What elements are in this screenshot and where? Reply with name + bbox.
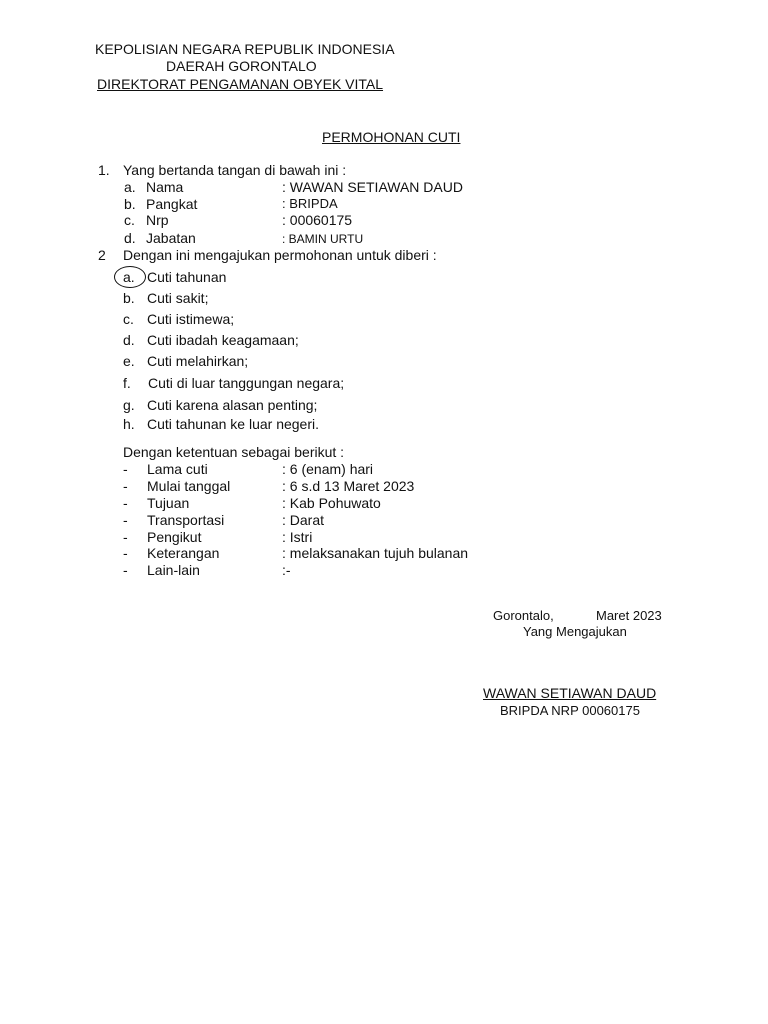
condition-dash: - (123, 529, 128, 545)
section-1-number: 1. (98, 162, 110, 178)
condition-value-keterangan: : melaksanakan tujuh bulanan (282, 545, 469, 561)
signature-place: Gorontalo, (493, 608, 554, 623)
option-cuti-ibadah: Cuti ibadah keagamaan; (147, 332, 299, 348)
option-letter: d. (123, 332, 135, 348)
section-2-number: 2 (98, 247, 106, 263)
field-letter: a. (124, 179, 136, 195)
condition-value-tujuan: : Kab Pohuwato (282, 495, 381, 511)
option-letter: g. (123, 397, 135, 413)
signature-date: Maret 2023 (596, 608, 662, 623)
option-letter: c. (123, 311, 134, 327)
condition-label-mulai-tanggal: Mulai tanggal (147, 478, 231, 494)
field-value-nama: : WAWAN SETIAWAN DAUD (282, 179, 463, 195)
option-letter: e. (123, 353, 135, 369)
field-value-pangkat: : BRIPDA (282, 196, 338, 211)
option-letter: f. (123, 375, 131, 391)
option-cuti-luar-tanggungan: Cuti di luar tanggungan negara; (148, 375, 345, 391)
condition-label-keterangan: Keterangan (147, 545, 220, 561)
condition-value-lama-cuti: : 6 (enam) hari (282, 461, 374, 477)
field-label-nama: Nama (146, 179, 184, 195)
field-letter: d. (124, 230, 136, 246)
condition-dash: - (123, 512, 128, 528)
option-cuti-istimewa: Cuti istimewa; (147, 311, 235, 327)
option-cuti-luar-negeri: Cuti tahunan ke luar negeri. (147, 416, 319, 432)
field-letter: c. (124, 212, 135, 228)
option-letter: h. (123, 416, 135, 432)
section-2-intro: Dengan ini mengajukan permohonan untuk diberi : (123, 247, 437, 263)
field-label-pangkat: Pangkat (146, 196, 198, 212)
condition-label-transportasi: Transportasi (147, 512, 225, 528)
condition-dash: - (123, 545, 128, 561)
signature-role: Yang Mengajukan (523, 624, 627, 639)
header-line-3: DIREKTORAT PENGAMANAN OBYEK VITAL (97, 76, 384, 92)
condition-dash: - (123, 478, 128, 494)
condition-value-pengikut: : Istri (282, 529, 313, 545)
option-cuti-alasan-penting: Cuti karena alasan penting; (147, 397, 318, 413)
header-line-2: DAERAH GORONTALO (166, 58, 317, 74)
field-label-jabatan: Jabatan (146, 230, 196, 246)
condition-label-lain-lain: Lain-lain (147, 562, 200, 578)
option-letter: a. (123, 269, 135, 285)
header-line-1: KEPOLISIAN NEGARA REPUBLIK INDONESIA (95, 41, 395, 57)
field-value-jabatan: : BAMIN URTU (282, 232, 364, 246)
conditions-intro: Dengan ketentuan sebagai berikut : (123, 444, 345, 460)
condition-dash: - (123, 495, 128, 511)
section-1-intro: Yang bertanda tangan di bawah ini : (123, 162, 347, 178)
condition-dash: - (123, 461, 128, 477)
condition-label-pengikut: Pengikut (147, 529, 202, 545)
field-value-nrp: : 00060175 (282, 212, 353, 228)
condition-dash: - (123, 562, 128, 578)
option-cuti-melahirkan: Cuti melahirkan; (147, 353, 249, 369)
condition-label-tujuan: Tujuan (147, 495, 190, 511)
document-title: PERMOHONAN CUTI (322, 129, 461, 145)
field-letter: b. (124, 196, 136, 212)
option-cuti-sakit: Cuti sakit; (147, 290, 209, 306)
signature-rank-nrp: BRIPDA NRP 00060175 (500, 703, 640, 718)
condition-label-lama-cuti: Lama cuti (147, 461, 208, 477)
condition-value-lain-lain: :- (282, 562, 291, 578)
condition-value-mulai-tanggal: : 6 s.d 13 Maret 2023 (282, 478, 415, 494)
option-cuti-tahunan: Cuti tahunan (147, 269, 227, 285)
condition-value-transportasi: : Darat (282, 512, 325, 528)
field-label-nrp: Nrp (146, 212, 169, 228)
signature-name: WAWAN SETIAWAN DAUD (483, 685, 657, 701)
option-letter: b. (123, 290, 135, 306)
